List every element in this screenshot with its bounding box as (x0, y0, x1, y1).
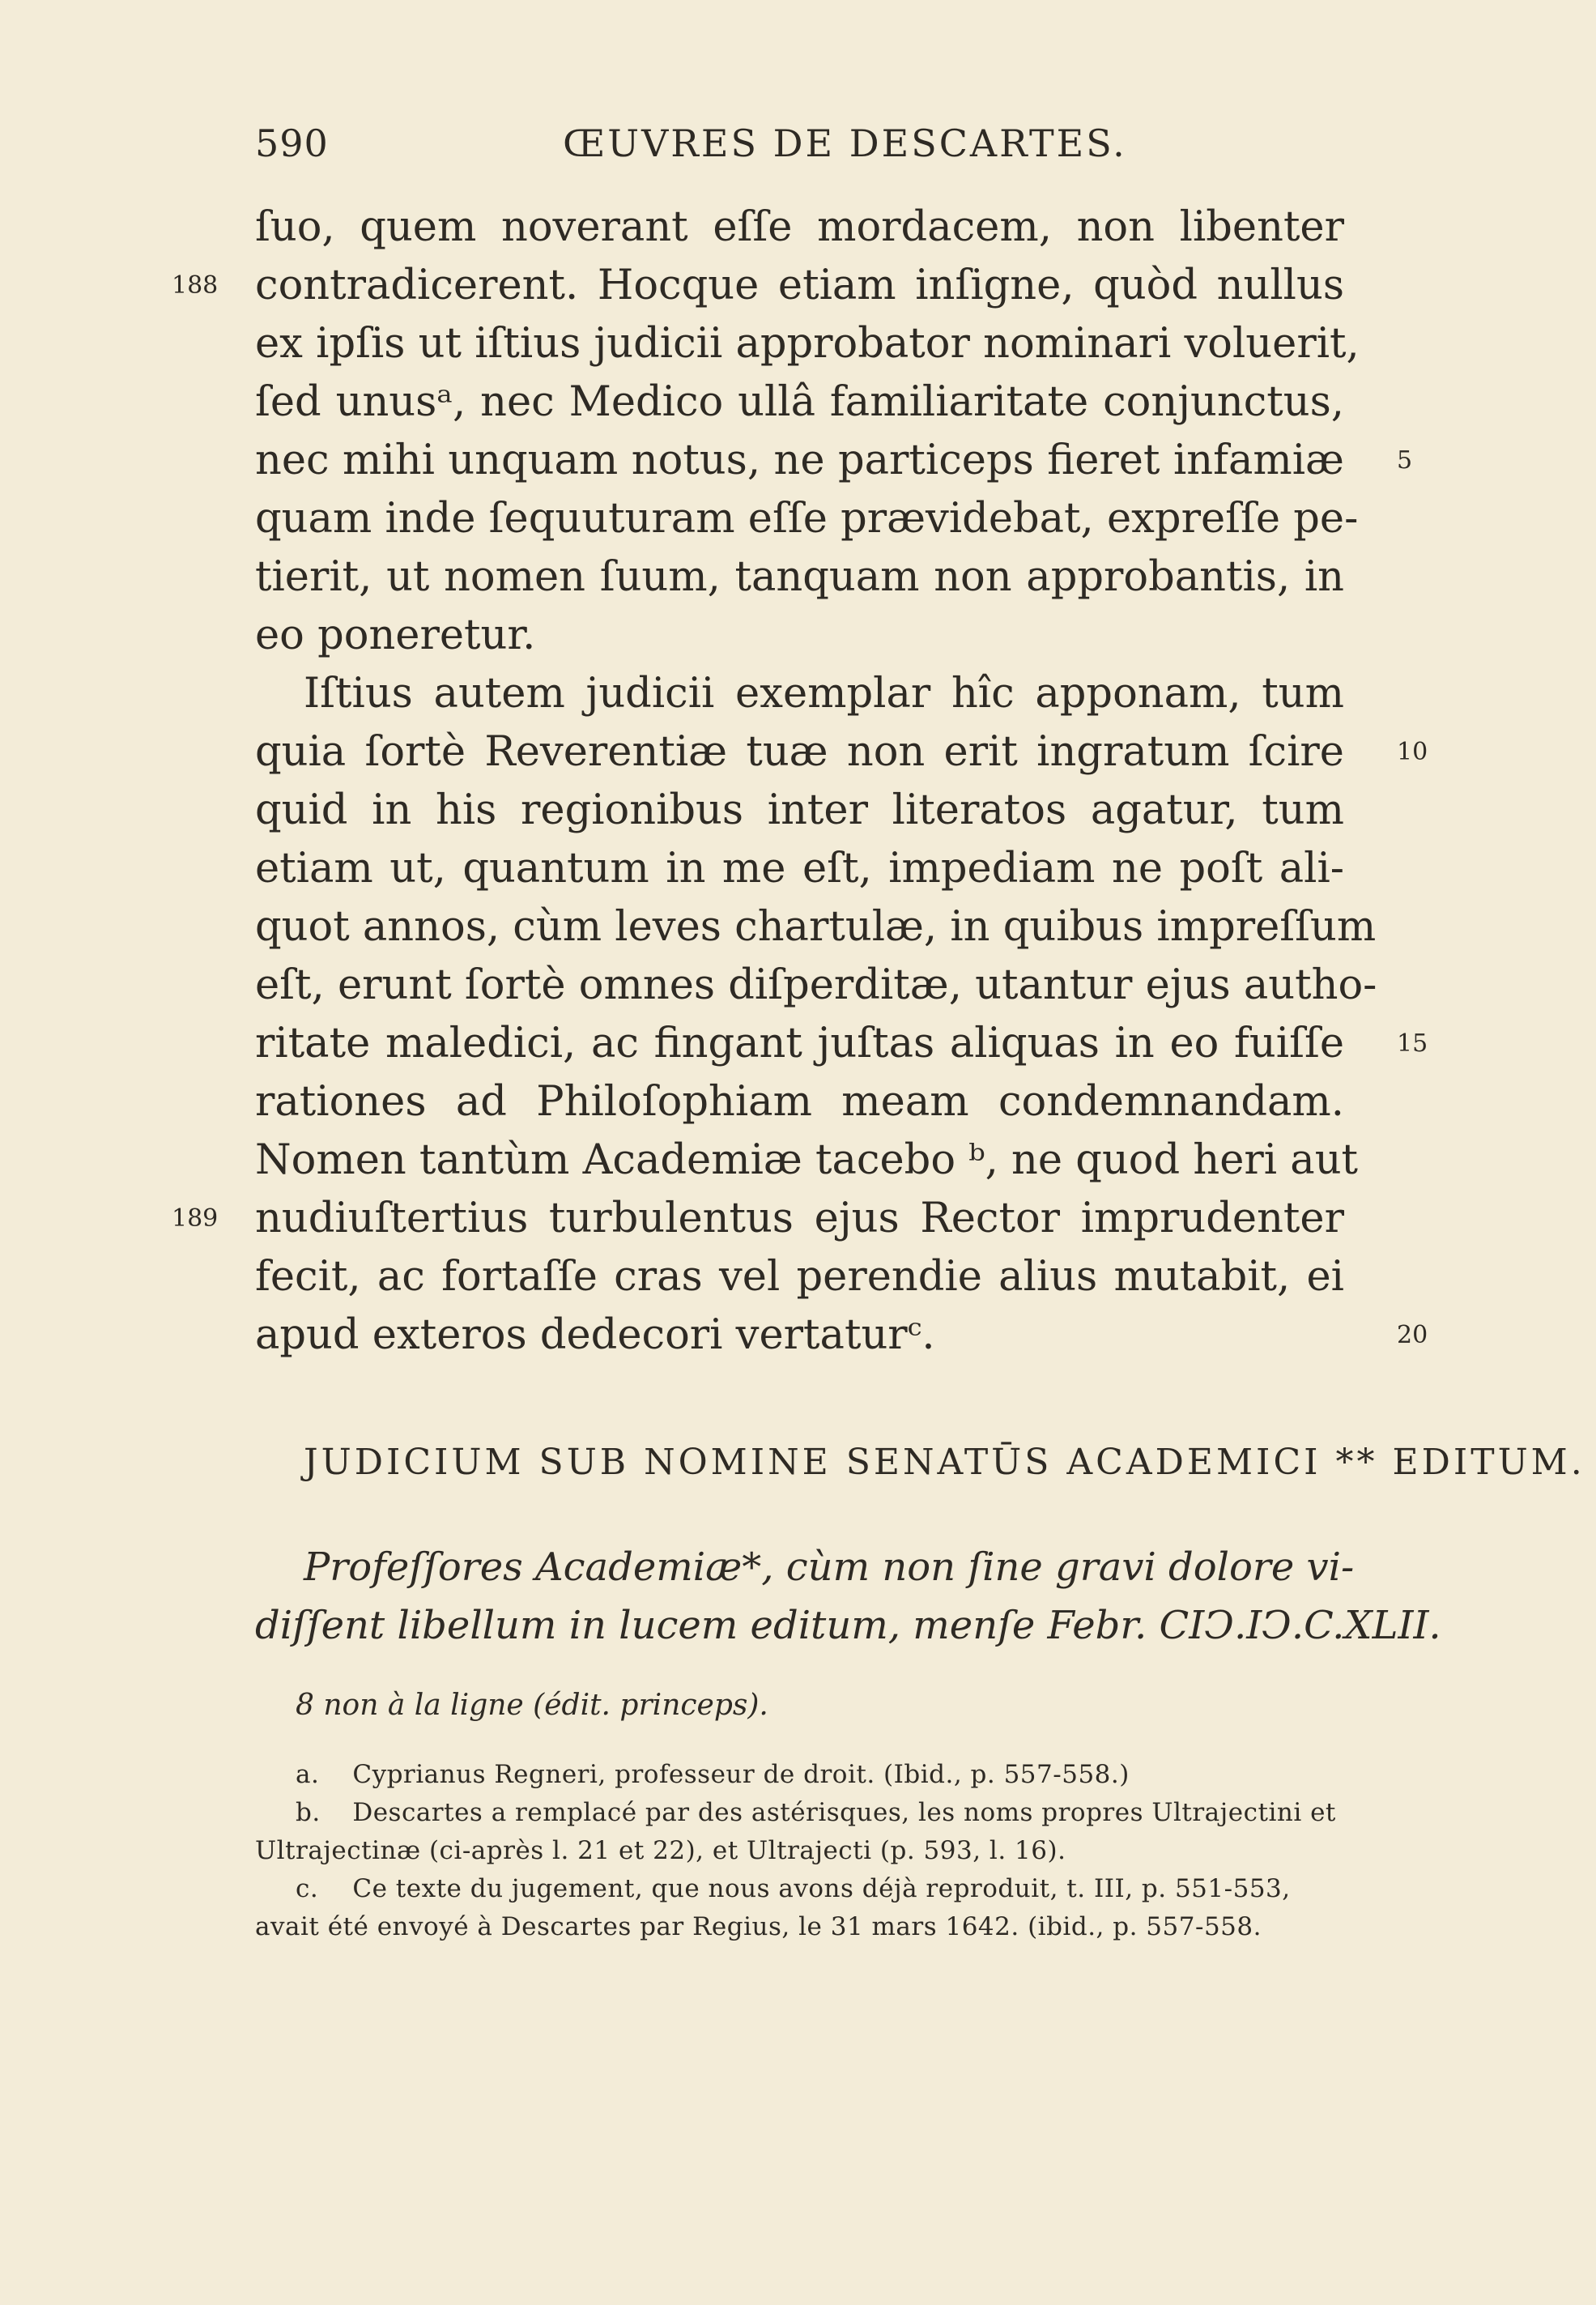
running-head (255, 121, 1356, 178)
page-number: 590 (255, 121, 329, 165)
text-line: fecit, ac fortaſſe cras vel perendie alius mutabit, ei (255, 1253, 1344, 1301)
text-line: contradicerent. Hocque etiam inſigne, quòd nullus (255, 262, 1344, 309)
text-line: nec mihi unquam notus, ne particeps fieret infamiæ (255, 437, 1344, 484)
line-number: 15 (1397, 1029, 1428, 1058)
text-line: quid in his regionibus inter literatos agatur, tum (255, 786, 1344, 834)
text-line: Iſtius autem judicii exemplar hîc apponam, tum (304, 670, 1344, 718)
text-line: apud exteros dedecori vertaturᶜ. (255, 1311, 935, 1359)
section-heading: JUDICIUM SUB NOMINE SENATŪS ACADEMICI ** EDITUM. (304, 1442, 1585, 1483)
footnote (255, 1756, 1348, 1794)
text-line: rationes ad Philoſophiam meam condemnandam. (255, 1078, 1344, 1126)
text-line: nudiuſtertius turbulentus ejus Rector imprudenter (255, 1195, 1344, 1242)
footnote (255, 1870, 1348, 1946)
judgment-text-line: diſſent libellum in lucem editum, menſe Febr. CIↃ.IↃ.C.XLII. (255, 1603, 1441, 1648)
margin-page-ref: 188 (172, 271, 219, 300)
text-line: ſuo, quem noverant eſſe mordacem, non libenter (255, 203, 1344, 251)
running-title: ŒUVRES DE DESCARTES. (563, 121, 1127, 165)
margin-page-ref: 189 (172, 1204, 219, 1233)
variant-note: 8 non à la ligne (édit. princeps). (296, 1689, 768, 1722)
text-line: ex ipſis ut iſtius judicii approbator nominari voluerit, (255, 320, 1360, 368)
line-number: 5 (1397, 446, 1413, 475)
text-line: quot annos, cùm leves chartulæ, in quibus impreſſum (255, 903, 1377, 951)
footnote-label: c. (296, 1874, 319, 1903)
text-line: ſed unusᵃ, nec Medico ullâ familiaritate conjunctus, (255, 378, 1344, 426)
footnote-label: a. (296, 1760, 320, 1789)
footnote-text: Cyprianus Regneri, professeur de droit. (Ibid., p. 557-558.) (352, 1760, 1130, 1789)
footnote (255, 1794, 1348, 1870)
judgment-text-line: Profeſſores Academiæ*, cùm non ſine gravi dolore vi- (304, 1544, 1355, 1590)
text-line: ritate maledici, ac fingant juſtas aliquas in eo fuiſſe (255, 1020, 1344, 1067)
text-line: etiam ut, quantum in me eſt, impediam ne poſt ali- (255, 845, 1344, 893)
text-line: quam inde ſequuturam eſſe prævidebat, expreſſe pe- (255, 495, 1359, 543)
text-line: eo poneretur. (255, 611, 536, 659)
line-number: 10 (1397, 738, 1428, 766)
text-line: Nomen tantùm Academiæ tacebo ᵇ, ne quod heri aut (255, 1136, 1359, 1184)
text-line: eſt, erunt ſortè omnes diſperditæ, utantur ejus autho- (255, 961, 1377, 1009)
footnote-text: Ce texte du jugement, que nous avons déjà reproduit, t. III, p. 551-553, avait été envoyé à Descartes par Regius, le 31 mars 1642. (ibid., p. 557-558. (255, 1874, 1291, 1941)
line-number: 20 (1397, 1321, 1428, 1349)
text-line: tierit, ut nomen ſuum, tanquam non approbantis, in (255, 553, 1344, 601)
footnote-text: Descartes a remplacé par des astérisques, les noms propres Ultrajectini et Ultrajectinæ (ci-après l. 21 et 22), et Ultrajecti (p. 593, l. 16). (255, 1798, 1336, 1865)
text-line: quia ſortè Reverentiæ tuæ non erit ingratum ſcire (255, 728, 1344, 776)
footnote-label: b. (296, 1798, 321, 1827)
